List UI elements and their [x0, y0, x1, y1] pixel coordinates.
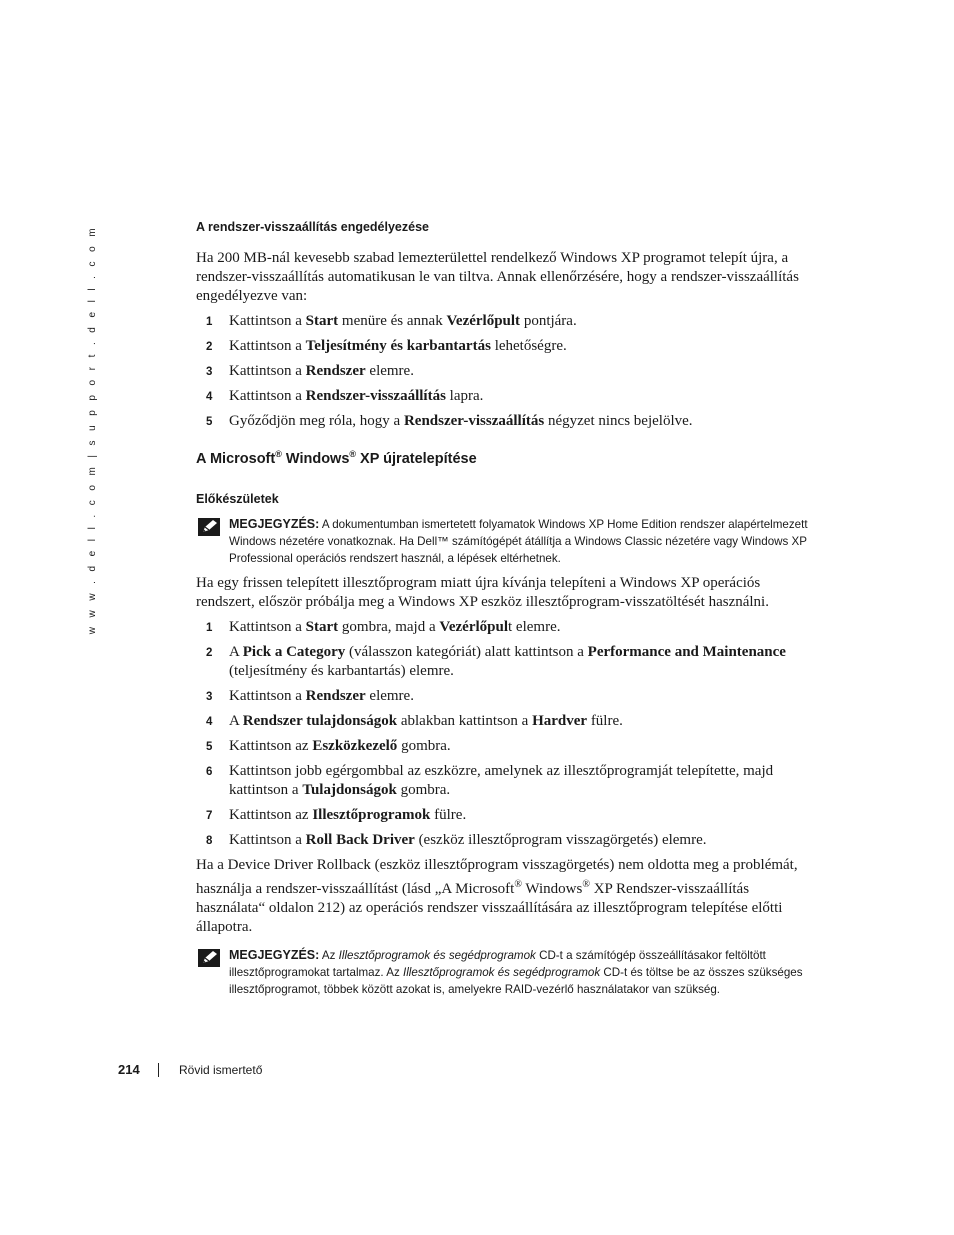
- reinstall-step-7: [196, 806, 816, 825]
- ui-term: Rendszer-visszaállítás: [305, 388, 446, 404]
- closing-reg-1: ®: [514, 878, 522, 890]
- reinstall-step-6: [196, 762, 816, 800]
- closing-reg-2: ®: [582, 878, 590, 890]
- ui-term: Eszközkezelő: [312, 737, 398, 754]
- ui-term: Teljesítmény és karbantartás: [305, 338, 491, 354]
- text-run: A: [229, 712, 243, 729]
- enable-restore-step-2: [196, 337, 816, 356]
- text-run: lehetőségre.: [490, 338, 567, 354]
- heading-part-b: Windows: [281, 450, 350, 467]
- ui-term: Rendszer: [305, 687, 366, 704]
- enable-restore-intro: Ha 200 MB-nál kevesebb szabad lemezterülettel rendelkező Windows XP programot telepít újra, a rendszer-visszaállítás automatikusan le van tiltva. Annak ellenőrzésére, hogy a rendszer-visszaállítás engedélyezve van:: [196, 250, 799, 304]
- step-number: 4: [206, 391, 213, 403]
- step-number: 6: [206, 765, 213, 778]
- reinstall-step-8: [196, 831, 816, 850]
- heading-part-a: A Microsoft: [196, 450, 276, 467]
- note-2-label: MEGJEGYZÉS:: [229, 947, 320, 962]
- text-run: CD-t a számítógép összeállításakor feltöltött illesztőprogramokat tartalmaz. Az: [229, 948, 766, 979]
- ui-term: Vezérlőpul: [439, 618, 508, 635]
- text-run: négyzet nincs bejelölve.: [544, 413, 693, 429]
- sidebar-url-text: w w w . d e l l . c o m | s u p p o r t . d e l l . c o m: [86, 225, 98, 635]
- text-run: Kattintson a: [229, 313, 306, 329]
- reinstall-step-1: [196, 618, 816, 637]
- step-number: 3: [206, 690, 213, 703]
- text-run: gombra.: [396, 781, 451, 798]
- text-run: (eszköz illesztőprogram visszagörgetés) elemre.: [414, 831, 707, 848]
- text-run: Kattintson a: [229, 388, 306, 404]
- section-heading-reinstall: [196, 449, 816, 467]
- heading-reg-1: ®: [275, 449, 282, 459]
- text-run: A: [229, 643, 243, 660]
- text-run: Az: [319, 948, 339, 962]
- ui-term: Illesztőprogramok: [312, 806, 431, 823]
- text-run: gombra, majd a: [338, 618, 440, 635]
- reinstall-step-3: [196, 687, 816, 706]
- page-content: [196, 220, 816, 998]
- reinstall-steps: [196, 618, 816, 850]
- text-run: Kattintson a: [229, 338, 306, 354]
- ui-term: Performance and Maintenance: [587, 643, 786, 660]
- text-run: Kattintson a: [229, 363, 306, 379]
- text-run: elemre.: [365, 687, 414, 704]
- sidebar-url: [82, 225, 102, 635]
- reinstall-step-5: [196, 737, 816, 756]
- text-run: gombra.: [397, 737, 451, 754]
- note-pencil-icon: [198, 518, 220, 536]
- text-run: lapra.: [445, 388, 484, 404]
- note-pencil-icon: [198, 949, 220, 967]
- ui-term: Hardver: [532, 712, 588, 729]
- text-run: fülre.: [430, 806, 467, 823]
- text-run: menüre és annak: [338, 313, 447, 329]
- step-number: 5: [206, 740, 213, 753]
- text-run: Kattintson az: [229, 806, 313, 823]
- text-run: Kattintson jobb egérgombbal az eszközre, amelynek az illesztőprogramját telepítette, majd kattintson a: [229, 762, 774, 798]
- reinstall-intro: Ha egy frissen telepített illesztőprogram miatt újra kívánja telepíteni a Windows XP operációs rendszert, először próbálja meg a Windows XP eszköz illesztőprogram-visszatöltését használni.: [196, 574, 769, 610]
- text-run: (teljesítmény és karbantartás) elemre.: [229, 662, 454, 679]
- closing-paragraph: [196, 856, 816, 937]
- step-number: 2: [206, 341, 213, 353]
- text-run: Győződjön meg róla, hogy a: [229, 413, 404, 429]
- footer-separator: [158, 1063, 159, 1077]
- italic-term: Illesztőprogramok és segédprogramok: [338, 948, 536, 962]
- text-run: CD-t és töltse be az összes szükséges illesztőprogramot, többek között azokat is, amelyekre RAID-vezérlő használatakor van szükség.: [229, 965, 803, 996]
- reinstall-step-4: [196, 712, 816, 731]
- text-run: Kattintson a: [229, 831, 306, 848]
- text-run: pontjára.: [520, 313, 577, 329]
- heading-part-c: XP újratelepítése: [356, 450, 477, 467]
- italic-term: Illesztőprogramok és segédprogramok: [402, 965, 601, 979]
- step-number: 2: [206, 646, 213, 659]
- note-1-label: MEGJEGYZÉS:: [229, 516, 320, 531]
- text-run: (válasszon kategóriát) alatt kattintson a: [345, 643, 588, 660]
- step-number: 1: [206, 316, 213, 328]
- closing-part-2: Windows: [521, 880, 583, 897]
- closing-part-1: Ha a Device Driver Rollback (eszköz illesztőprogram visszagörgetés) nem oldotta meg a problémát, használja a rendszer-visszaállítást (lásd „A Microsoft: [196, 856, 798, 897]
- step-number: 5: [206, 416, 213, 428]
- ui-term: Pick a Category: [242, 643, 346, 660]
- step-number: 1: [206, 621, 213, 634]
- ui-term: Roll Back Driver: [305, 831, 415, 848]
- ui-term: Tulajdonságok: [302, 781, 397, 798]
- text-run: Kattintson a: [229, 687, 306, 704]
- note-1-text: A dokumentumban ismertetett folyamatok Windows XP Home Edition rendszer alapértelmezett Windows nézetére vonatkoznak. Ha Dell™ számítógépét átállítja a Windows Classic nézetére vagy Windows XP Professional operációs rendszert használ, a lépések eltérhetnek.: [229, 517, 808, 565]
- text-run: ablakban kattintson a: [397, 712, 533, 729]
- enable-restore-steps: [196, 312, 816, 431]
- page-footer: [118, 1062, 262, 1077]
- ui-term: Rendszer tulajdonságok: [242, 712, 398, 729]
- enable-restore-step-1: [196, 312, 816, 331]
- step-number: 8: [206, 834, 213, 847]
- reinstall-step-2: [196, 643, 816, 681]
- footer-title: Rövid ismertető: [179, 1062, 263, 1077]
- heading-reg-2: ®: [349, 449, 357, 459]
- step-number: 4: [206, 715, 213, 728]
- ui-term: Vezérlőpult: [446, 313, 521, 329]
- subheading-preparations: Előkészületek: [196, 491, 279, 506]
- note-1: [196, 516, 816, 567]
- text-run: Kattintson a: [229, 618, 306, 635]
- note-2: [196, 947, 816, 998]
- text-run: Kattintson az: [229, 737, 313, 754]
- step-number: 3: [206, 366, 213, 378]
- closing-part-3: XP Rendszer-visszaállítás használata“ oldalon 212) az operációs rendszer visszaállítására az illesztőprogram telepítése előtti állapotra.: [196, 880, 783, 935]
- text-run: fülre.: [587, 712, 623, 729]
- ui-term: Start: [305, 313, 339, 329]
- ui-term: Rendszer: [305, 363, 366, 379]
- text-run: t elemre.: [508, 618, 561, 635]
- text-run: elemre.: [365, 363, 414, 379]
- enable-restore-step-5: [196, 412, 816, 431]
- page-number: 214: [118, 1062, 140, 1077]
- ui-term: Start: [305, 618, 339, 635]
- enable-restore-step-4: [196, 387, 816, 406]
- ui-term: Rendszer-visszaállítás: [403, 413, 545, 429]
- step-number: 7: [206, 809, 213, 822]
- section-heading-enable-restore: A rendszer-visszaállítás engedélyezése: [196, 220, 429, 234]
- enable-restore-step-3: [196, 362, 816, 381]
